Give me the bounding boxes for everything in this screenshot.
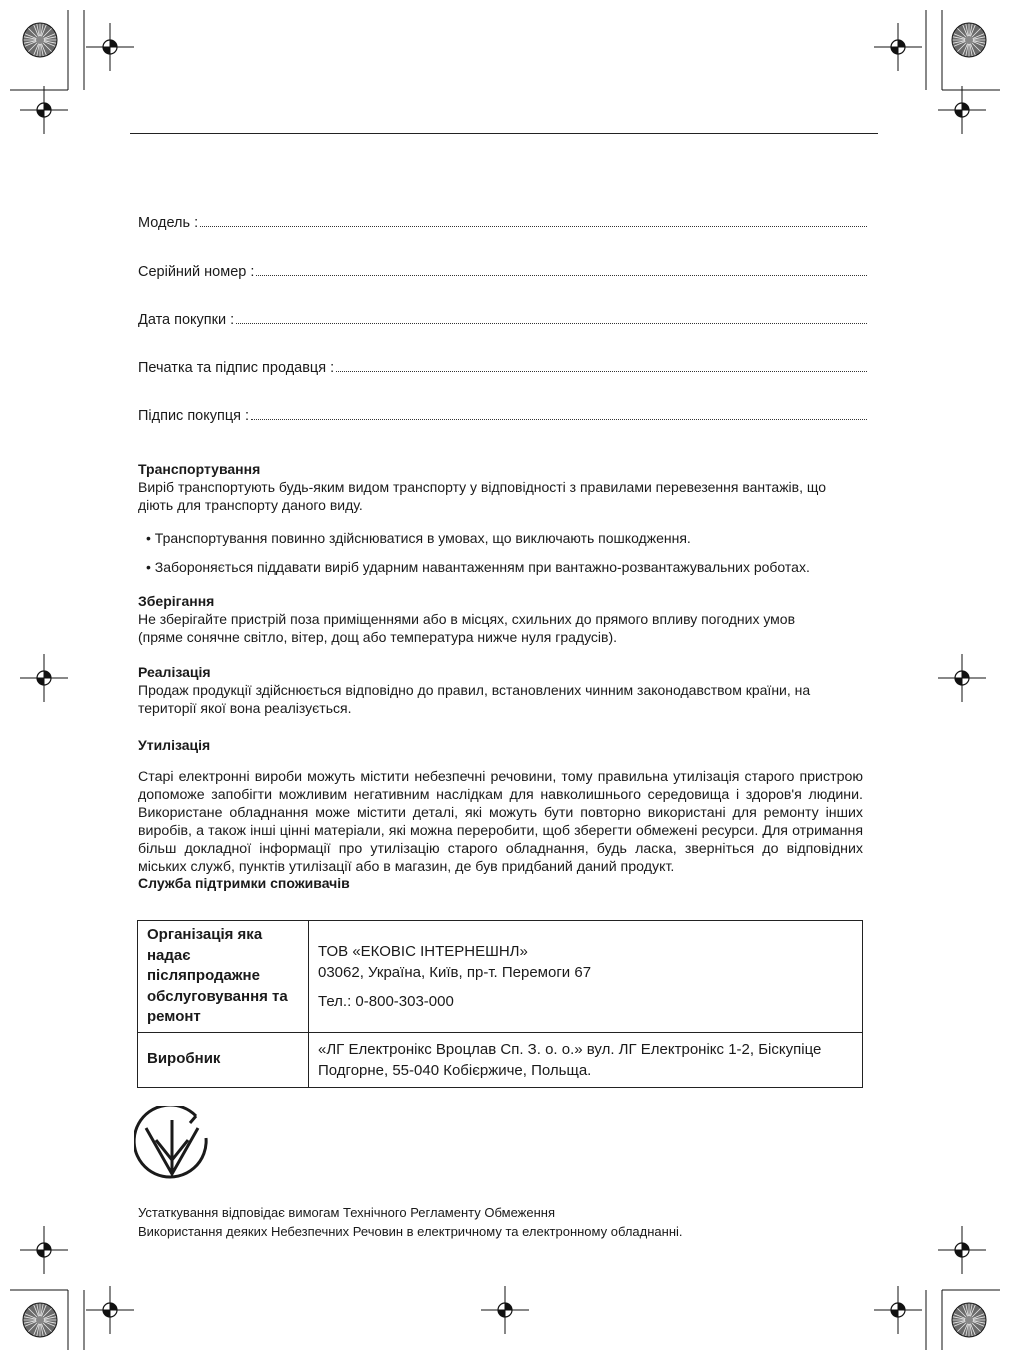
service-org-value (309, 921, 863, 1033)
registration-mark-icon (86, 23, 134, 71)
star-target-icon (23, 1303, 57, 1337)
sales-section (138, 663, 838, 717)
section-text: Не зберігайте пристрій поза приміщеннями або в місцях, схильних до прямого впливу погодних умов (пряме сонячне світло, вітер, дощ або температура нижче нуля градусів). (138, 611, 796, 645)
manufacturer-value: «ЛГ Електронікс Вроцлав Сп. З. о. о.» вул. ЛГ Електронікс 1-2, Біскупіце Подгорне, 55-040 Кобієржиче, Польща. (309, 1032, 863, 1087)
registration-mark-icon (481, 1286, 529, 1334)
registration-mark-icon (20, 1226, 68, 1274)
storage-section (138, 592, 828, 646)
list-item: • Транспортування повинно здійснюватися в умовах, що виключають пошкодження. (146, 530, 691, 546)
table-row (138, 1032, 863, 1087)
fill-line (336, 358, 867, 372)
registration-mark-icon (20, 86, 68, 134)
field-label: Печатка та підпис продавця : (138, 360, 335, 376)
field-label: Серійний номер : (138, 264, 255, 280)
section-title: Утилізація (138, 737, 211, 753)
company-name: ТОВ «ЕКОВІС ІНТЕРНЕШНЛ» (318, 942, 528, 960)
section-title: Служба підтримки споживачів (138, 875, 350, 891)
support-section (138, 874, 863, 892)
list-item: • Забороняється піддавати виріб ударним навантаженням при вантажно-розвантажувальних роботах. (146, 559, 810, 575)
service-info-table (137, 920, 863, 1088)
buyer-signature-field[interactable] (138, 406, 867, 425)
section-title: Реалізація (138, 664, 211, 680)
registration-mark-icon (20, 654, 68, 702)
star-target-icon (23, 23, 57, 57)
manufacturer-label: Виробник (138, 1032, 309, 1087)
registration-mark-icon (938, 86, 986, 134)
fill-line (236, 310, 867, 324)
seller-stamp-field[interactable] (138, 358, 867, 377)
compliance-note (138, 1203, 683, 1241)
section-text: Продаж продукції здійснюється відповідно до правил, встановлених чинним законодавством країни, на території якої вона реалізується. (138, 682, 811, 716)
field-label: Модель : (138, 215, 199, 231)
header-rule (130, 133, 878, 134)
fill-line (251, 406, 867, 420)
table-row (138, 921, 863, 1033)
registration-mark-icon (874, 23, 922, 71)
compliance-line: Устаткування відповідає вимогам Технічного Регламенту Обмеження (138, 1205, 555, 1220)
transport-section (138, 460, 853, 514)
fill-line (200, 213, 867, 227)
fill-line (256, 262, 867, 276)
registration-mark-icon (874, 1286, 922, 1334)
compliance-line: Використання деяких Небезпечних Речовин в електричному та електронному обладнанні. (138, 1224, 683, 1239)
registration-mark-icon (86, 1286, 134, 1334)
ukrainian-conformity-mark-icon (134, 1106, 210, 1182)
field-label: Дата покупки : (138, 312, 235, 328)
section-text: Виріб транспортують будь-яким видом транспорту у відповідності з правилами перевезення вантажів, що діють для транспорту даного виду. (138, 479, 827, 513)
purchase-date-field[interactable] (138, 310, 867, 329)
disposal-section (138, 736, 863, 890)
service-org-label: Організація яка надає післяпродажне обслуговування та ремонт (138, 921, 309, 1033)
star-target-icon (952, 23, 986, 57)
section-title: Транспортування (138, 461, 261, 477)
section-text: Старі електронні вироби можуть містити небезпечні речовини, тому правильна утилізація старого пристрою допоможе запобігти можливим негативним наслідкам для навколишнього середовища і здоров'я людини. Використане обладнання може містити деталі, які можуть бути повторно використані для ремонту інших виробів, а також інші цінні матеріали, які можна переробити, щоб зберегти обмежені ресурси. Для отримання більш докладної інформації про утилізацію старого обладнання, будь ласка, зверніться до відповідних міських служб, пунктів утилізації або в магазин, де був придбаний даний продукт. (138, 769, 863, 876)
company-address: 03062, Україна, Київ, пр-т. Перемоги 67 (318, 963, 592, 981)
section-title: Зберігання (138, 593, 215, 609)
registration-mark-icon (938, 654, 986, 702)
registration-mark-icon (938, 1226, 986, 1274)
field-label: Підпис покупця : (138, 408, 250, 424)
serial-number-field[interactable] (138, 262, 867, 281)
company-phone: Тел.: 0-800-303-000 (318, 992, 454, 1010)
star-target-icon (952, 1303, 986, 1337)
model-field[interactable] (138, 213, 867, 232)
